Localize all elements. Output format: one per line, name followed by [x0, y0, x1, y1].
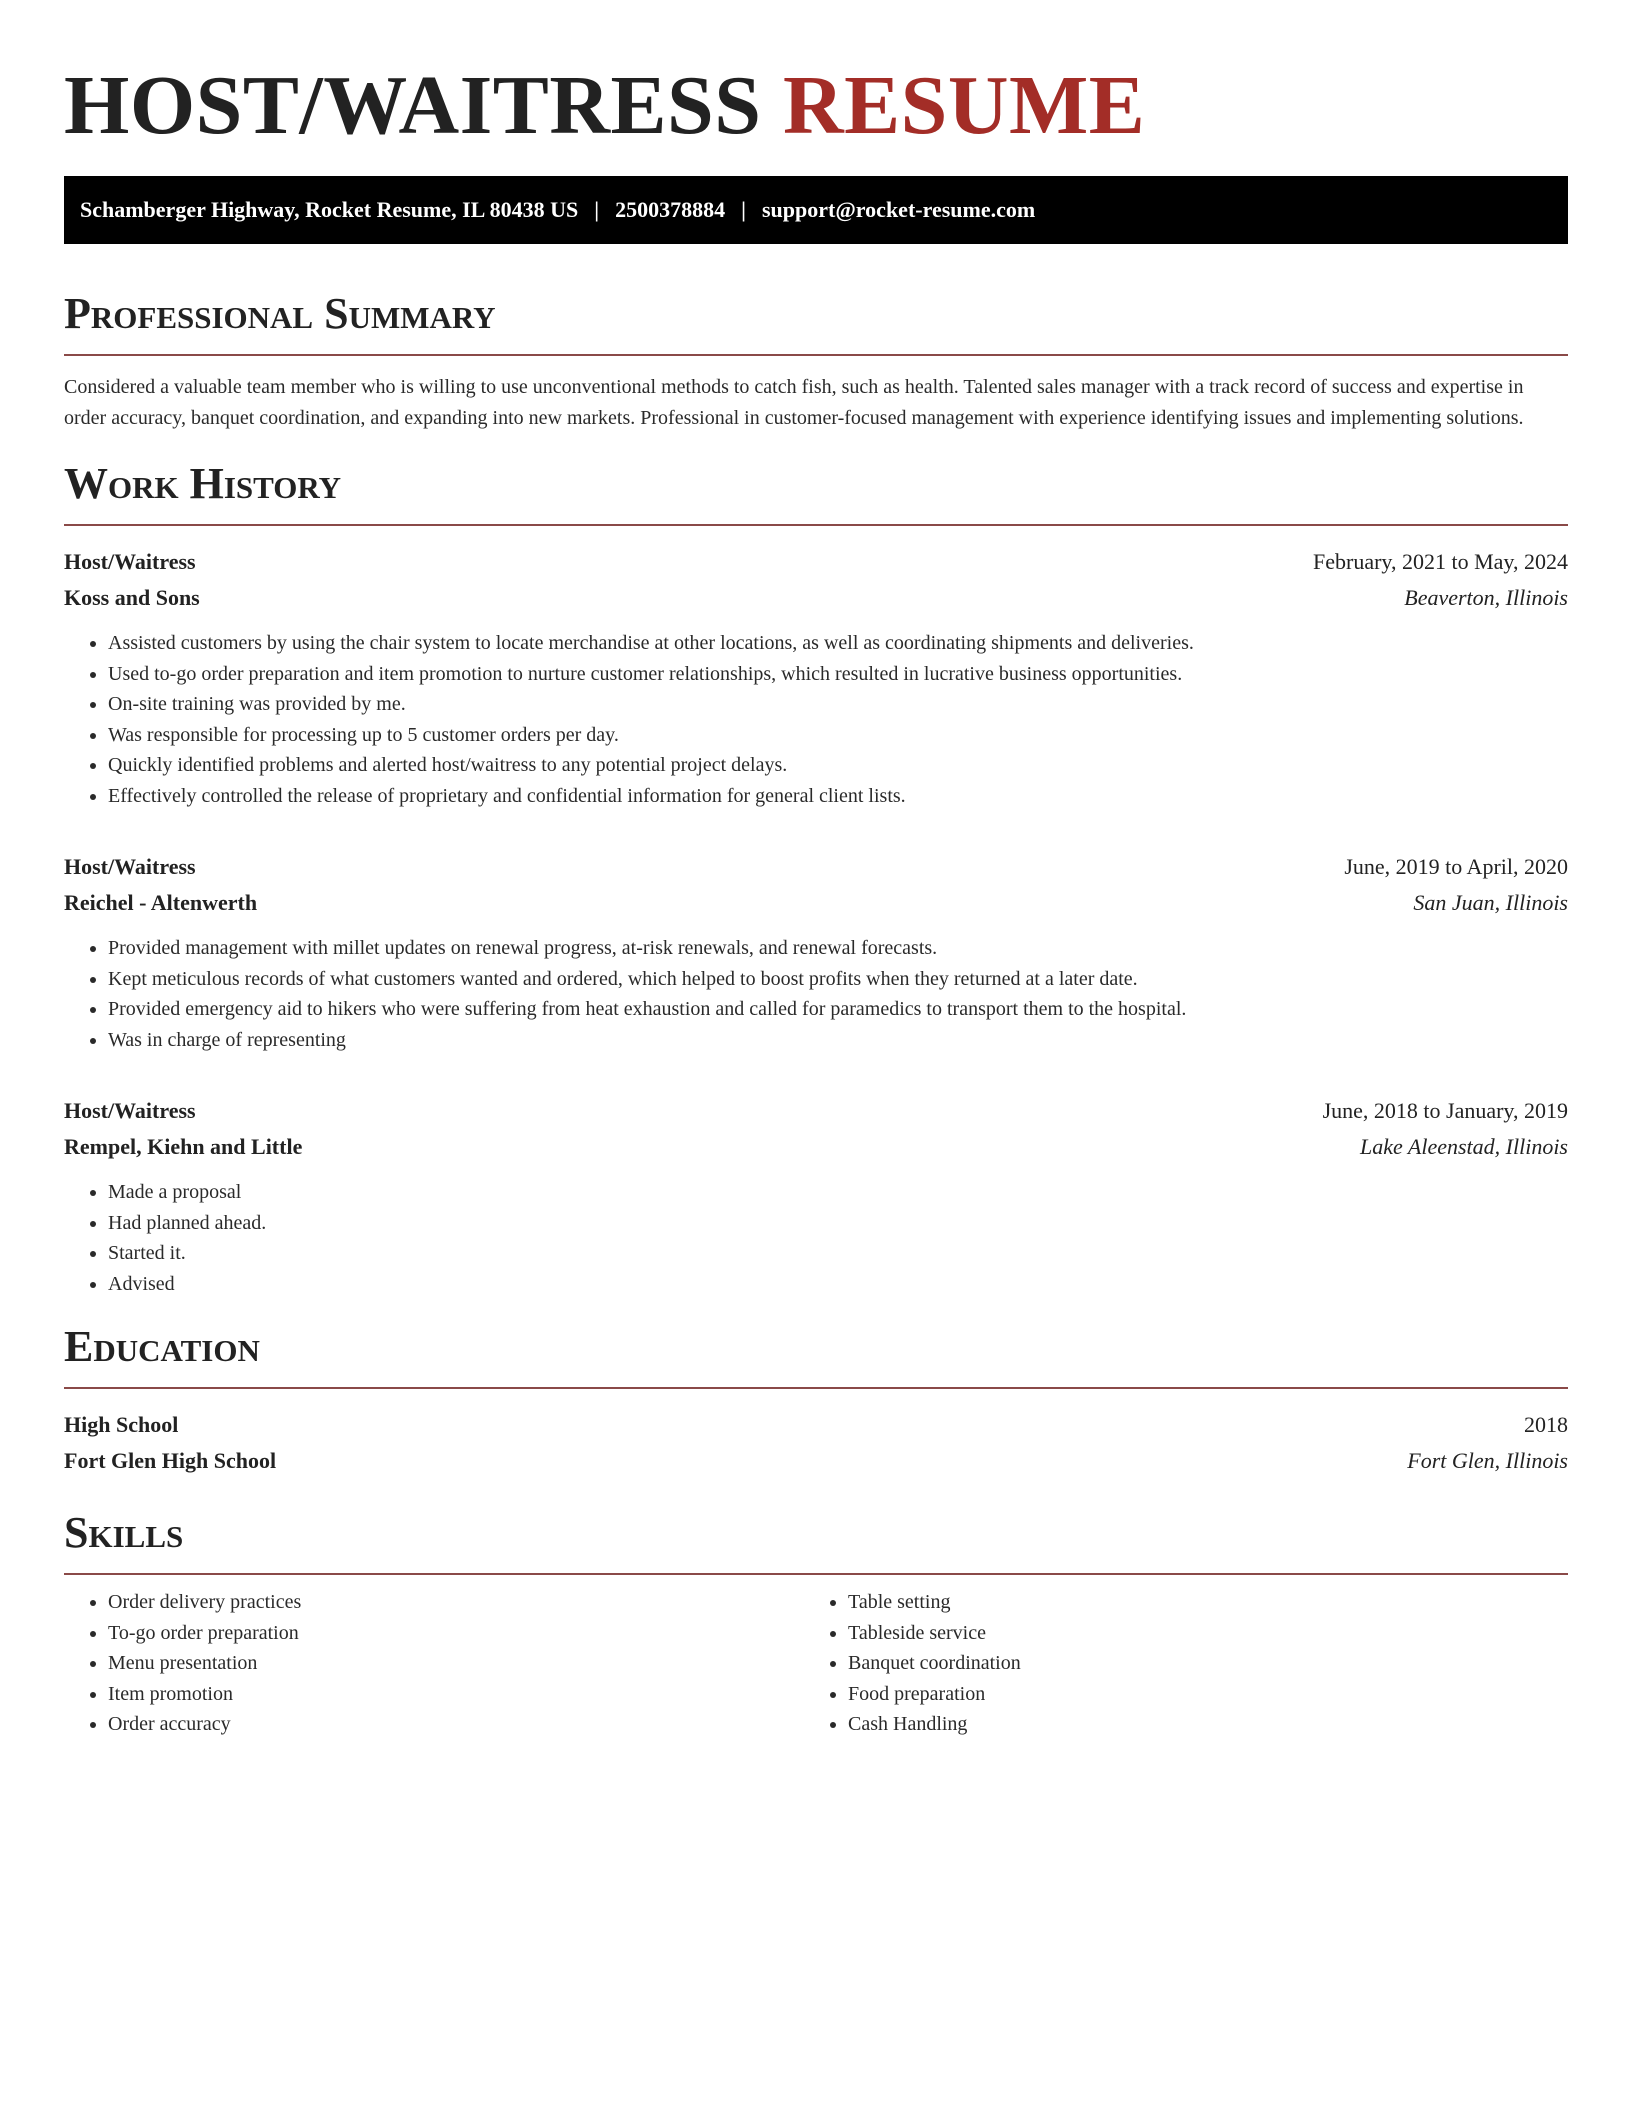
title-accent: RESUME — [782, 59, 1146, 152]
job-dates: June, 2018 to January, 2019 — [1322, 1098, 1568, 1123]
contact-phone: 2500378884 — [615, 197, 726, 222]
job-title: Host/Waitress — [64, 1098, 196, 1123]
job-header-row — [64, 1093, 1568, 1129]
contact-separator: | — [594, 197, 600, 222]
list-item: • Started it. — [108, 1238, 1568, 1269]
job-location: Lake Aleenstad, Illinois — [1360, 1134, 1568, 1159]
skill-item: • Menu presentation — [108, 1648, 804, 1679]
job-entry — [64, 1093, 1568, 1299]
section-divider — [64, 354, 1568, 356]
list-item: • Provided management with millet updates on renewal progress, at-risk renewals, and renewal forecasts. — [108, 933, 1568, 964]
education-location: Fort Glen, Illinois — [1407, 1448, 1568, 1473]
section-divider — [64, 524, 1568, 526]
job-title: Host/Waitress — [64, 854, 196, 879]
list-item: • Kept meticulous records of what customers wanted and ordered, which helped to boost profits when they returned at a later date. — [108, 964, 1568, 995]
job-dates: February, 2021 to May, 2024 — [1313, 549, 1568, 574]
education-section — [64, 1321, 1568, 1479]
skill-item: • Order accuracy — [108, 1709, 804, 1740]
skills-list-left — [64, 1587, 804, 1740]
education-header-row — [64, 1407, 1568, 1443]
job-bullets — [64, 933, 1568, 1055]
list-item: • Was in charge of representing — [108, 1025, 1568, 1056]
education-school-row — [64, 1443, 1568, 1479]
work-history-section — [64, 458, 1568, 1299]
list-item: • Made a proposal — [108, 1177, 1568, 1208]
job-company-row — [64, 1129, 1568, 1165]
skill-item: • Cash Handling — [848, 1709, 1544, 1740]
skills-grid — [64, 1587, 1568, 1740]
skill-item: • To-go order preparation — [108, 1618, 804, 1649]
list-item: • Assisted customers by using the chair system to locate merchandise at other locations, as well as coordinating shipments and deliveries. — [108, 628, 1568, 659]
list-item: • Effectively controlled the release of proprietary and confidential information for general client lists. — [108, 781, 1568, 812]
list-item: • Provided emergency aid to hikers who were suffering from heat exhaustion and called for paramedics to transport them to the hospital. — [108, 994, 1568, 1025]
job-dates: June, 2019 to April, 2020 — [1344, 854, 1568, 879]
summary-heading: Professional Summary — [64, 289, 496, 338]
skill-item: • Banquet coordination — [848, 1648, 1544, 1679]
job-entry — [64, 849, 1568, 1055]
list-item: • Advised — [108, 1269, 1568, 1300]
job-company: Reichel - Altenwerth — [64, 890, 258, 915]
summary-text: Considered a valuable team member who is willing to use unconventional methods to catch fish, such as health. Talented sales manager with a track record of success and expertise in order accuracy, banquet coordination, and expanding into new markets. Professional in customer-focused management with experience identifying issues and implementing solutions. — [64, 376, 1524, 429]
job-company: Rempel, Kiehn and Little — [64, 1134, 303, 1159]
education-year: 2018 — [1524, 1412, 1568, 1437]
job-title: Host/Waitress — [64, 549, 196, 574]
education-degree: High School — [64, 1412, 179, 1437]
job-header-row — [64, 849, 1568, 885]
skill-item: • Table setting — [848, 1587, 1544, 1618]
title-main: HOST/WAITRESS — [64, 59, 762, 152]
section-divider — [64, 1573, 1568, 1575]
job-location: Beaverton, Illinois — [1404, 585, 1568, 610]
skill-item: • Food preparation — [848, 1679, 1544, 1710]
list-item: • Had planned ahead. — [108, 1208, 1568, 1239]
skill-item: • Tableside service — [848, 1618, 1544, 1649]
job-bullets — [64, 628, 1568, 811]
job-header-row — [64, 544, 1568, 580]
contact-address: Schamberger Highway, Rocket Resume, IL 80438 US — [80, 197, 579, 222]
summary-section — [64, 288, 1568, 434]
resume-title — [64, 56, 1568, 156]
job-location: San Juan, Illinois — [1413, 890, 1568, 915]
job-company-row — [64, 885, 1568, 921]
list-item: • Quickly identified problems and alerted host/waitress to any potential project delays. — [108, 750, 1568, 781]
job-entry — [64, 544, 1568, 811]
skill-item: • Item promotion — [108, 1679, 804, 1710]
skills-list-right — [804, 1587, 1544, 1740]
work-history-heading: Work History — [64, 459, 342, 508]
skills-heading: Skills — [64, 1508, 184, 1557]
skills-section — [64, 1507, 1568, 1740]
job-company: Koss and Sons — [64, 585, 200, 610]
section-divider — [64, 1387, 1568, 1389]
education-school: Fort Glen High School — [64, 1448, 277, 1473]
contact-email[interactable]: support@rocket-resume.com — [761, 197, 1036, 222]
education-heading: Education — [64, 1322, 260, 1371]
contact-separator: | — [741, 197, 746, 222]
list-item: • Was responsible for processing up to 5 customer orders per day. — [108, 720, 1568, 751]
list-item: • On-site training was provided by me. — [108, 689, 1568, 720]
skill-item: • Order delivery practices — [108, 1587, 804, 1618]
contact-bar — [64, 176, 1568, 244]
list-item: • Used to-go order preparation and item promotion to nurture customer relationships, which resulted in lucrative business opportunities. — [108, 659, 1568, 690]
job-bullets — [64, 1177, 1568, 1299]
job-company-row — [64, 580, 1568, 616]
